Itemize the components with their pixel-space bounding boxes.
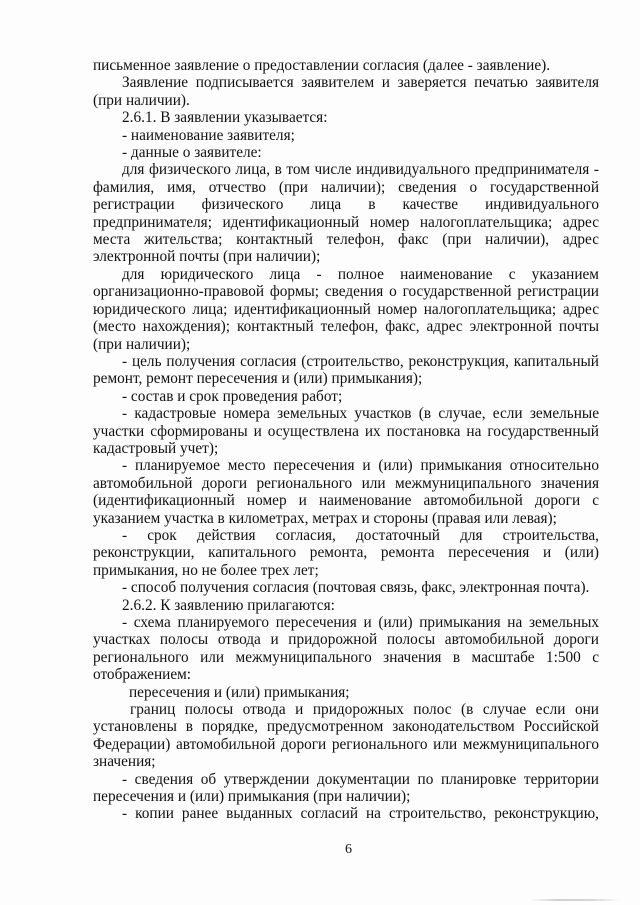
list-item: - планируемое место пересечения и (или) примыкания относительно автомобильной дороги регионального или межмуниципального значения (идентификационный номер и наименование автомобильной дороги с указанием участка в километрах, метрах и стороны (правая или левая); (93, 457, 599, 527)
scan-artifact (530, 899, 620, 901)
list-item: - кадастровые номера земельных участков (в случае, если земельные участки сформированы и осуществлена их постановка на государственный кадастровый учет); (93, 405, 599, 457)
paragraph: письменное заявление о предоставлении согласия (далее - заявление). (93, 57, 551, 74)
list-item: - схема планируемого пересечения и (или) примыкания на земельных участках полосы отвода и придорожной полосы автомобильной дороги регионального или межмуниципального значения в масштабе 1:500 с отображением: (93, 614, 599, 684)
section-heading-2-6-2: 2.6.2. К заявлению прилагаются: (122, 596, 335, 614)
list-item: - данные о заявителе: (122, 144, 262, 162)
list-item: - цель получения согласия (строительство, реконструкция, капитальный ремонт, ремонт пересечения и (или) примыкания); (93, 352, 599, 388)
paragraph: для юридического лица - полное наименование с указанием организационно-правовой формы; сведения о государственной регистрации юридического лица; идентификационный номер налогоплательщика; адрес (место нахождения); контактный телефон, факс, адрес электронной почты (при наличии); (93, 265, 599, 353)
section-heading-2-6-1: 2.6.1. В заявлении указывается: (122, 109, 328, 127)
paragraph: Заявление подписывается заявителем и заверяется печатью заявителя (при наличии). (93, 74, 599, 109)
sub-list-item: пересечения и (или) примыкания; (129, 683, 350, 701)
paragraph: для физического лица, в том числе индивидуального предпринимателя - фамилия, имя, отчество (при наличии); сведения о государственной регистрации физического лица в качестве индивидуального предпринимателя; идентификационный номер налогоплательщика; адрес места жительства; контактный телефон, факс (при наличии), адрес электронной почты (при наличии); (93, 161, 599, 266)
list-item: - наименование заявителя; (122, 126, 295, 144)
list-item: - срок действия согласия, достаточный для строительства, реконструкции, капитального ремонта, ремонта пересечения и (или) примыкания, но не более трех лет; (93, 526, 599, 579)
list-item: - состав и срок проведения работ; (122, 387, 343, 405)
list-item: - способ получения согласия (почтовая связь, факс, электронная почта). (122, 579, 590, 597)
list-item: - копии ранее выданных согласий на строительство, реконструкцию, (122, 805, 599, 823)
list-item: - сведения об утверждении документации по планировке территории пересечения и (или) примыкания (при наличии); (93, 770, 599, 806)
sub-list-item: границ полосы отвода и придорожных полос (в случае если они установлены в порядке, предусмотренном законодательством Российской Федерации) автомобильной дороги регионального или межмуниципального значения; (93, 701, 599, 771)
document-body (93, 57, 599, 823)
page-number: 6 (345, 842, 352, 857)
